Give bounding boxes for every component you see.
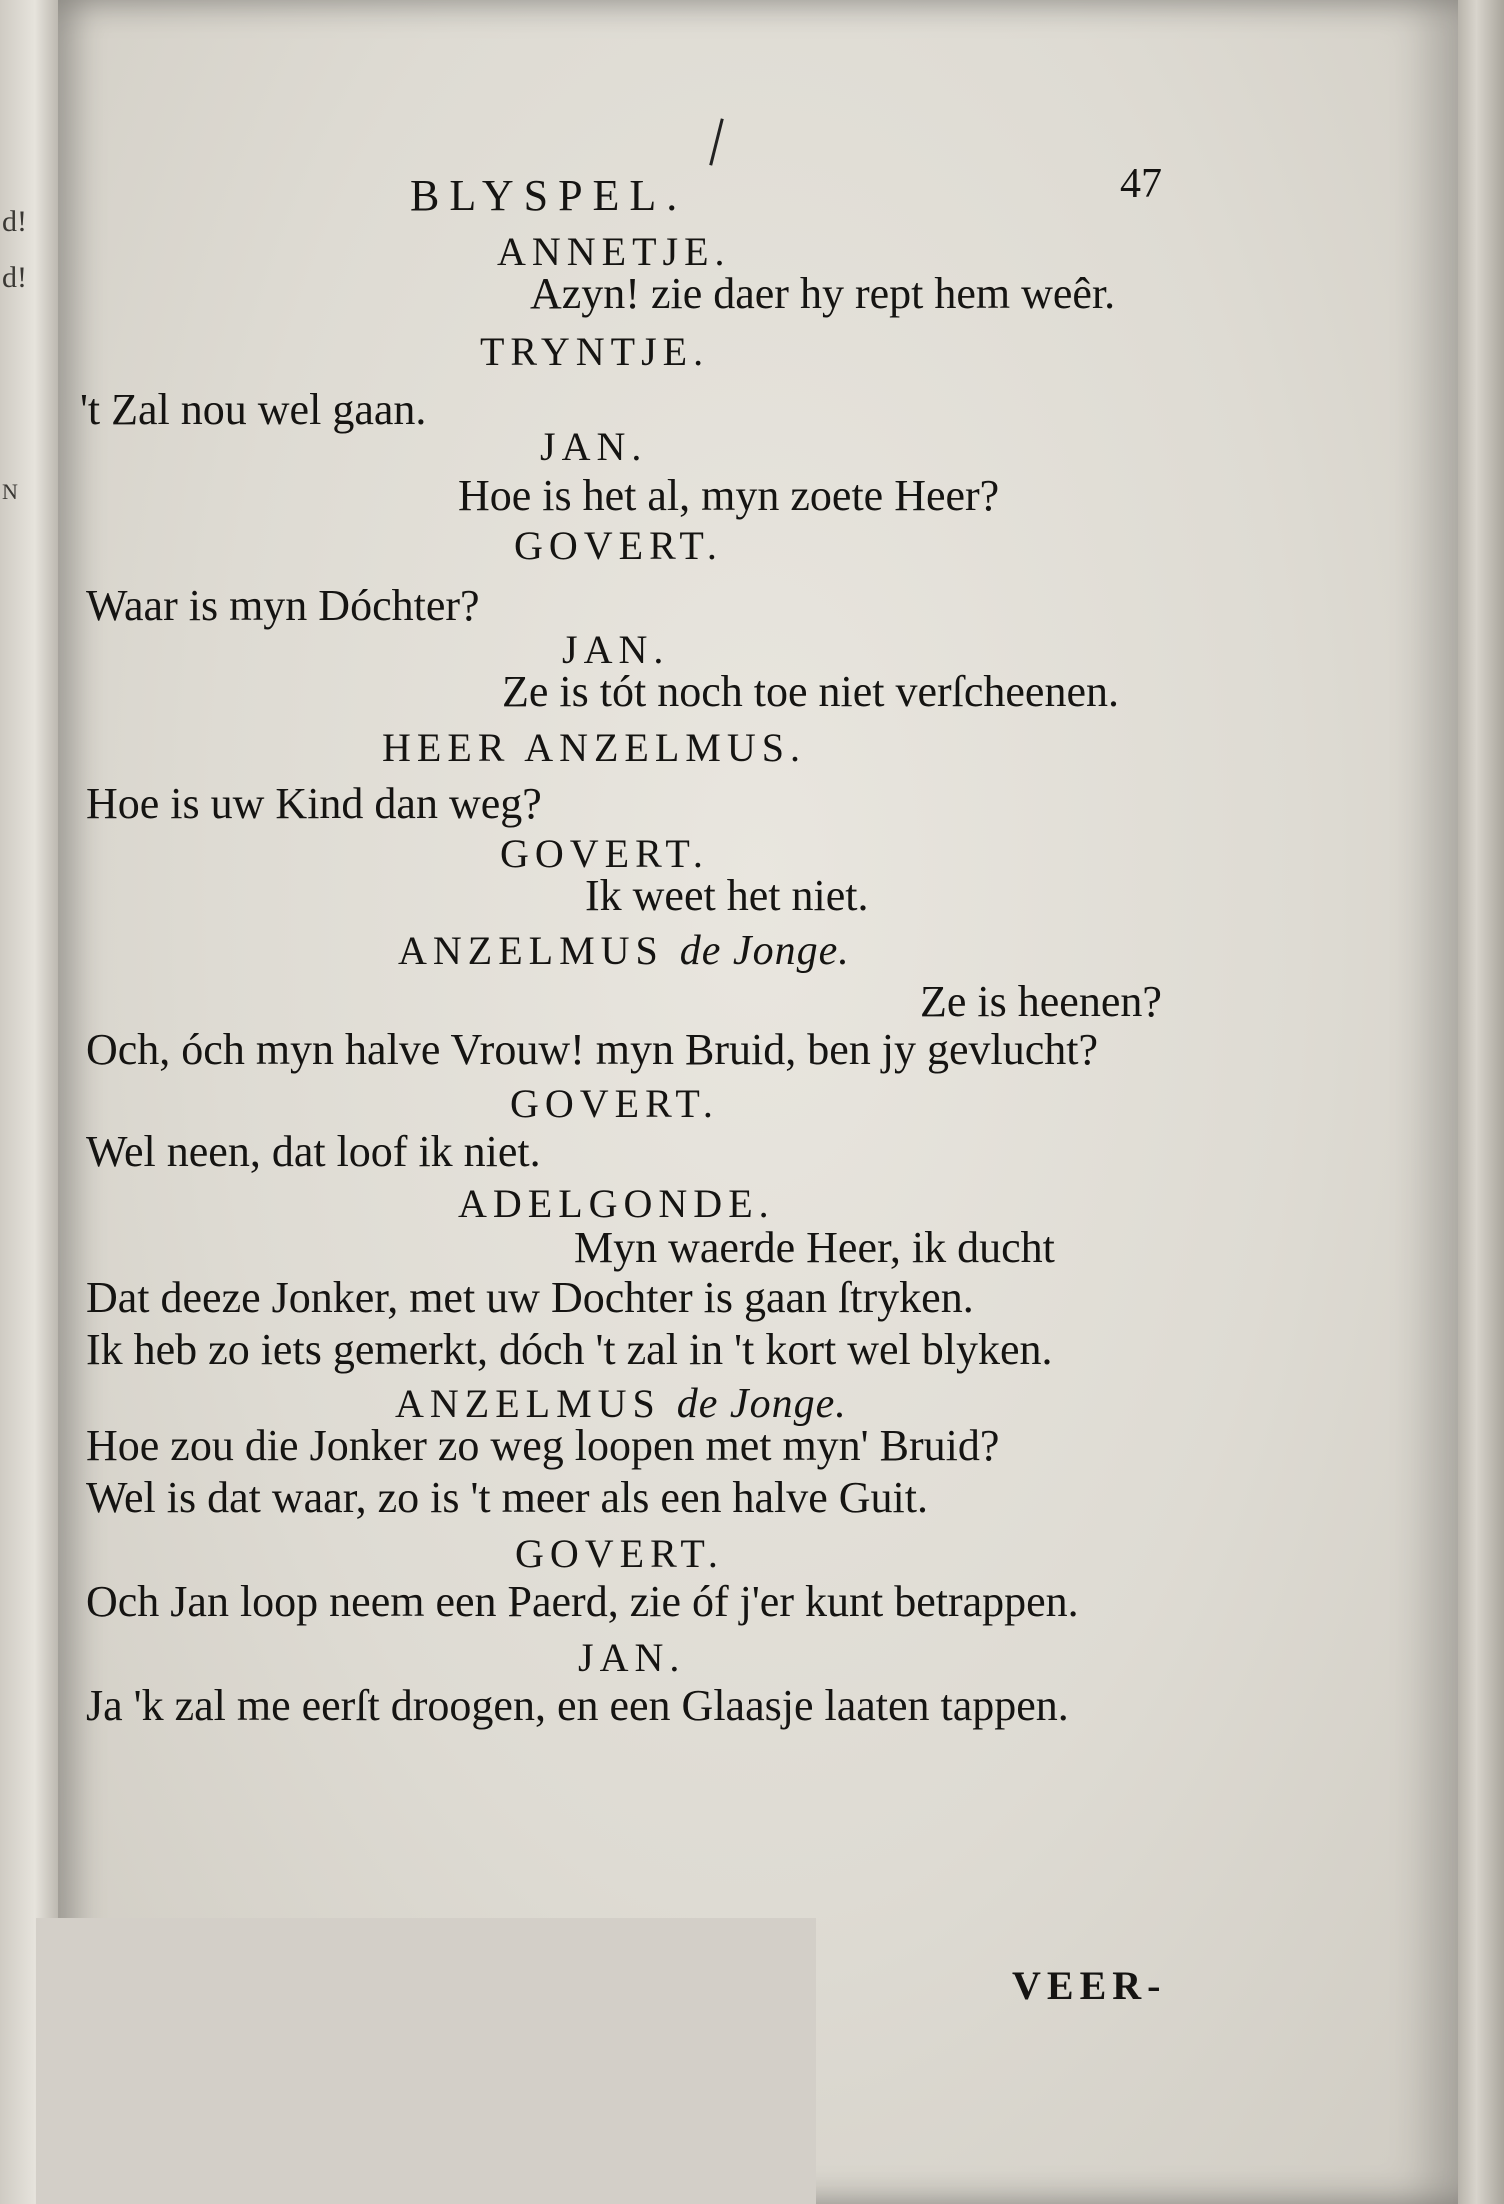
speaker-name: GOVERT. xyxy=(515,1531,724,1576)
verse-line: Wel neen, dat loof ik niet. xyxy=(86,1127,541,1176)
speaker-name: GOVERT. xyxy=(510,1081,719,1126)
verse-line: Och Jan loop neem een Paerd, zie óf j'er kunt betrappen. xyxy=(86,1577,1079,1626)
margin-mark: d! xyxy=(2,205,27,238)
verse-line: Hoe is het al, myn zoete Heer? xyxy=(458,471,1000,520)
verse-line: Hoe is uw Kind dan weg? xyxy=(86,779,542,828)
speaker-name: ADELGONDE. xyxy=(458,1181,775,1226)
margin-mark: d! xyxy=(2,261,27,294)
verse-line: 't Zal nou wel gaan. xyxy=(80,385,427,434)
facing-page-edge xyxy=(0,0,58,2204)
stage-note: de Jonge. xyxy=(679,928,850,974)
book-page xyxy=(58,0,1458,2204)
page-gutter xyxy=(1458,0,1504,2204)
verse-line: Ja 'k zal me eerſt droogen, en een Glaasje laaten tappen. xyxy=(86,1681,1069,1730)
verse-line: Ze is tót noch toe niet verſcheenen. xyxy=(502,667,1119,716)
speaker-name: ANZELMUS de Jonge. xyxy=(395,1381,847,1427)
speaker-name: HEER ANZELMUS. xyxy=(382,725,806,770)
speaker-name: ANNETJE. xyxy=(497,229,731,274)
speaker-name: GOVERT. xyxy=(514,523,723,568)
verse-line: Hoe zou die Jonker zo weg loopen met myn' Bruid? xyxy=(86,1421,1000,1470)
verse-line: Myn waerde Heer, ik ducht xyxy=(574,1223,1055,1272)
speaker-name: JAN. xyxy=(578,1635,686,1680)
margin-mark: N xyxy=(2,479,18,504)
speaker-name: TRYNTJE. xyxy=(480,329,710,374)
speaker-name: JAN. xyxy=(540,424,648,469)
verse-line: Och, óch myn halve Vrouw! myn Bruid, ben jy gevlucht? xyxy=(86,1025,1098,1074)
verse-line: Dat deeze Jonker, met uw Dochter is gaan ſtryken. xyxy=(86,1273,974,1322)
paper-patch xyxy=(36,1918,816,2204)
running-title: BLYSPEL. xyxy=(410,171,688,220)
stage-note: de Jonge. xyxy=(676,1381,847,1427)
speaker-name: JAN. xyxy=(562,627,670,672)
verse-line: Azyn! zie daer hy rept hem weêr. xyxy=(530,269,1116,318)
catchword: VEER- xyxy=(1012,1963,1167,2008)
verse-line: Ik heb zo iets gemerkt, dóch 't zal in 't kort wel blyken. xyxy=(86,1325,1053,1374)
page-number: 47 xyxy=(1120,161,1162,207)
speaker-name: ANZELMUS de Jonge. xyxy=(398,928,850,974)
verse-line: Waar is myn Dóchter? xyxy=(86,581,480,630)
verse-line: Ik weet het niet. xyxy=(585,871,869,920)
speaker-name: GOVERT. xyxy=(500,831,709,876)
verse-line: Ze is heenen? xyxy=(920,977,1162,1026)
verse-line: Wel is dat waar, zo is 't meer als een halve Guit. xyxy=(86,1473,928,1522)
